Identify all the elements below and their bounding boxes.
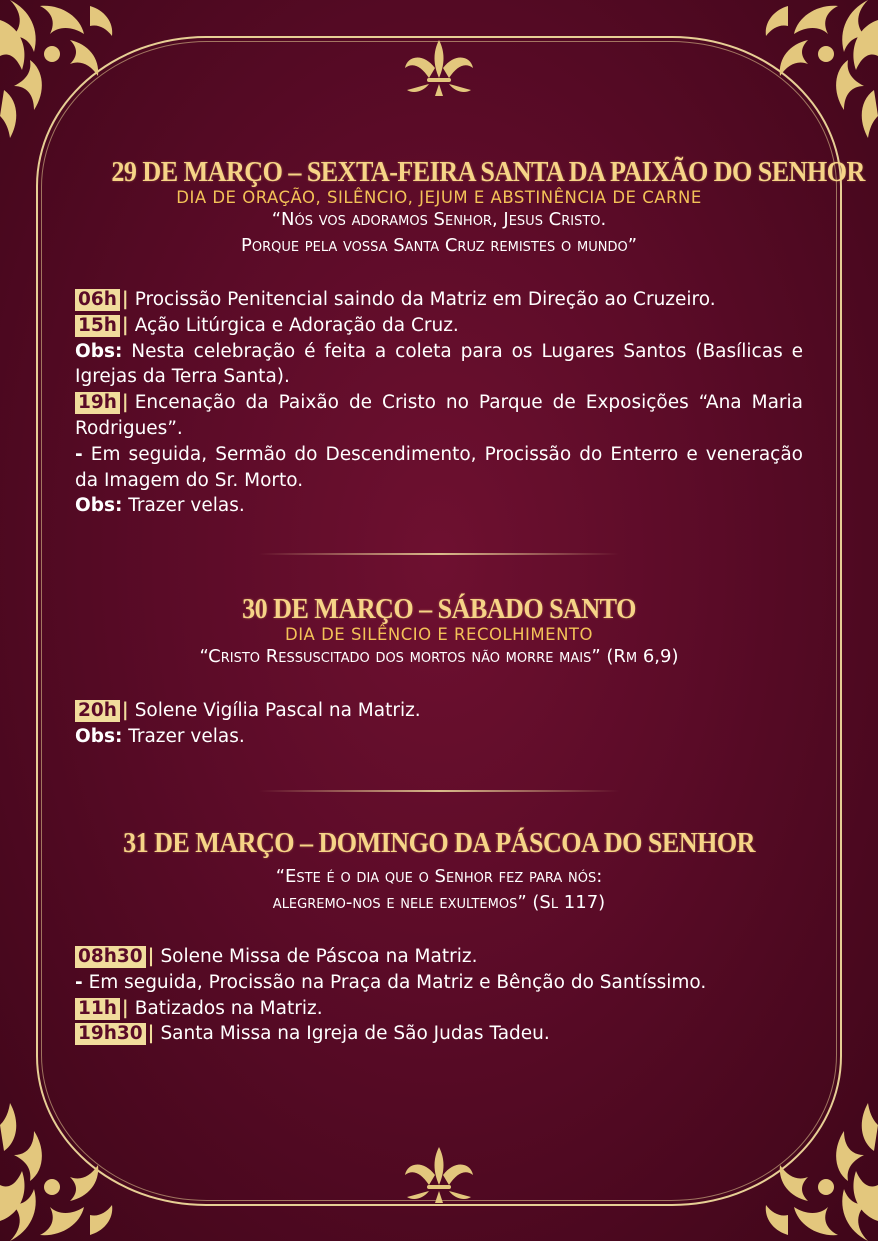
schedule-list — [75, 287, 803, 519]
list-item — [75, 724, 803, 750]
item-text: Em seguida, Procissão na Praça da Matriz e Bênção do Santíssimo. — [88, 971, 707, 993]
section-easter-sunday — [75, 827, 803, 1047]
section-quote — [75, 644, 803, 670]
item-text: Solene Vigília Pascal na Matriz. — [134, 700, 421, 721]
time-badge: 15h — [75, 315, 120, 337]
list-item: 19h30 | Santa Missa na Igreja de São Judas Tadeu. — [75, 1021, 803, 1047]
time-badge: 11h — [75, 998, 120, 1020]
list-item: 11h | Batizados na Matriz. — [75, 996, 803, 1022]
section-good-friday — [75, 156, 865, 519]
list-item: 19h | Encenação da Paixão de Cristo no Parque de Exposições “Ana Maria Rodrigues”. — [75, 392, 803, 439]
list-item: 15h | Ação Litúrgica e Adoração da Cruz. — [75, 313, 803, 339]
list-item — [75, 339, 803, 391]
section-title: 31 DE MARÇO – DOMINGO DA PÁSCOA DO SENHOR — [123, 827, 755, 859]
note-label: Obs: — [75, 340, 123, 362]
note-label: Obs: — [75, 725, 123, 747]
time-badge: 20h — [75, 700, 120, 722]
section-quote — [75, 864, 803, 916]
quote-line: “Este é o dia que o Senhor fez para nós: — [275, 866, 603, 887]
note-label: Obs: — [75, 495, 123, 517]
list-item — [75, 970, 803, 996]
quote-line: Porque pela vossa Santa Cruz remistes o mundo” — [240, 235, 638, 256]
schedule-list — [75, 944, 803, 1047]
time-badge: 08h30 — [75, 946, 146, 968]
item-text: Batizados na Matriz. — [134, 997, 323, 1019]
item-text: Solene Missa de Páscoa na Matriz. — [160, 946, 478, 967]
dash-label: - — [75, 443, 83, 465]
list-item — [75, 493, 803, 519]
item-text: Trazer velas. — [128, 725, 245, 747]
dash-label: - — [75, 971, 83, 993]
time-badge: 19h — [75, 392, 120, 414]
corner-flourish-icon — [758, 0, 878, 140]
item-text: Ação Litúrgica e Adoração da Cruz. — [134, 314, 459, 336]
list-item: 06h | Procissão Penitencial saindo da Matriz em Direção ao Cruzeiro. — [75, 287, 803, 313]
corner-flourish-icon — [758, 1101, 878, 1241]
list-item — [75, 442, 803, 494]
schedule-list — [75, 698, 803, 750]
section-title: 29 DE MARÇO – SEXTA-FEIRA SANTA DA PAIXÃO DO SENHOR — [111, 156, 865, 188]
section-divider — [259, 553, 619, 555]
quote-line: “Nós vos adoramos Senhor, Jesus Cristo. — [271, 209, 607, 230]
section-holy-saturday — [75, 593, 803, 750]
item-text: Nesta celebração é feita a coleta para os Lugares Santos (Basílicas e Igrejas da Terra Santa). — [75, 340, 803, 388]
item-text: Santa Missa na Igreja de São Judas Tadeu. — [160, 1023, 550, 1045]
item-text: Trazer velas. — [128, 495, 245, 517]
corner-flourish-icon — [0, 0, 120, 140]
list-item: 08h30 | Solene Missa de Páscoa na Matriz. — [75, 944, 803, 970]
quote-line: “Cristo Ressuscitado dos mortos não morre mais” (Rm 6,9) — [199, 646, 679, 667]
item-text: Procissão Penitencial saindo da Matriz em Direção ao Cruzeiro. — [134, 289, 716, 310]
corner-flourish-icon — [0, 1101, 120, 1241]
section-title: 30 DE MARÇO – SÁBADO SANTO — [242, 593, 636, 625]
section-divider — [259, 790, 619, 792]
fleur-de-lis-icon — [399, 38, 479, 98]
fleur-de-lis-icon — [399, 1145, 479, 1205]
section-subtitle: DIA DE SILÊNCIO E RECOLHIMENTO — [284, 625, 593, 644]
list-item: 20h | Solene Vigília Pascal na Matriz. — [75, 698, 803, 724]
section-quote — [75, 207, 803, 259]
item-text: Encenação da Paixão de Cristo no Parque de Exposições “Ana Maria Rodrigues”. — [75, 392, 803, 439]
time-badge: 19h30 — [75, 1023, 146, 1045]
time-badge: 06h — [75, 289, 120, 311]
section-subtitle: DIA DE ORAÇÃO, SILÊNCIO, JEJUM E ABSTINÊNCIA DE CARNE — [176, 188, 702, 207]
quote-line: alegremo-nos e nele exultemos” (Sl 117) — [272, 892, 606, 913]
item-text: Em seguida, Sermão do Descendimento, Procissão do Enterro e veneração da Imagem do Sr. Morto. — [75, 443, 803, 491]
